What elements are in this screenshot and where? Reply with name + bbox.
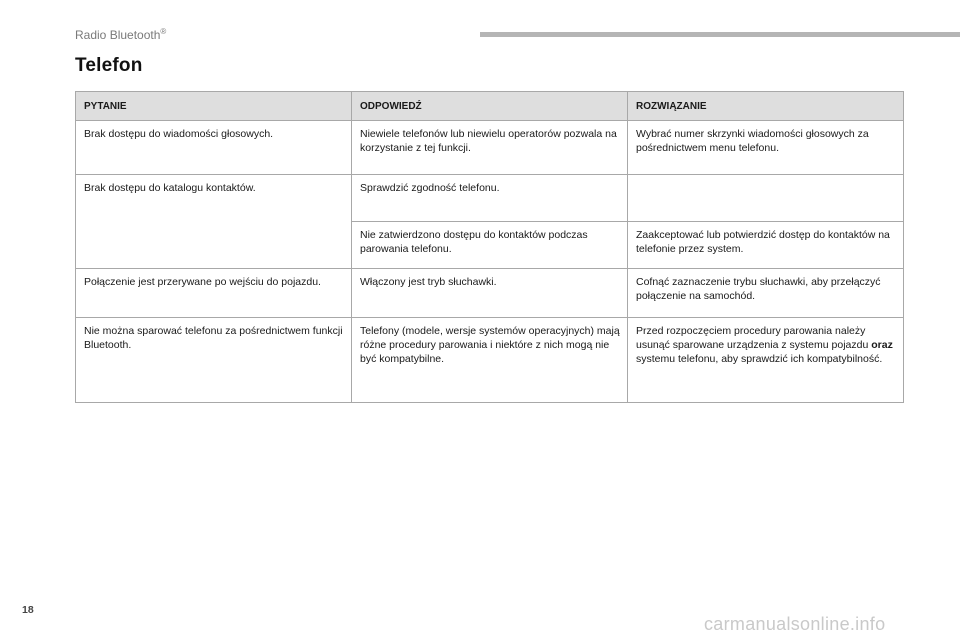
solution-text-post: systemu telefonu, aby sprawdzić ich kompatybilność. — [636, 353, 883, 365]
solution-cell-empty — [628, 175, 904, 222]
registered-mark: ® — [160, 27, 167, 36]
table-row — [76, 269, 904, 318]
solution-text-bold: oraz — [871, 339, 893, 351]
table-header-row — [76, 92, 904, 121]
solution-cell: Cofnąć zaznaczenie trybu słuchawki, aby przełączyć połączenie na samochód. — [628, 269, 904, 318]
running-head — [75, 27, 166, 42]
answer-cell: Włączony jest tryb słuchawki. — [352, 269, 628, 318]
solution-text-pre: Przed rozpoczęciem procedury parowania należy usunąć sparowane urządzenia z systemu pojazdu — [636, 325, 872, 351]
page-title: Telefon — [75, 55, 143, 76]
running-head-text: Radio Bluetooth — [75, 28, 161, 42]
table-row — [76, 175, 904, 222]
answer-cell: Niewiele telefonów lub niewielu operatorów pozwala na korzystanie z tej funkcji. — [352, 121, 628, 175]
watermark: carmanualsonline.info — [704, 614, 886, 634]
page-number: 18 — [22, 604, 34, 616]
faq-table — [75, 91, 904, 403]
solution-cell: Wybrać numer skrzynki wiadomości głosowych za pośrednictwem menu telefonu. — [628, 121, 904, 175]
solution-cell — [628, 318, 904, 403]
answer-cell: Telefony (modele, wersje systemów operacyjnych) mają różne procedury parowania i niektóre z nich mogą nie być kompatybilne. — [352, 318, 628, 403]
question-cell: Połączenie jest przerywane po wejściu do pojazdu. — [76, 269, 352, 318]
table-row — [76, 121, 904, 175]
column-header-answer: ODPOWIEDŹ — [352, 92, 628, 121]
header-rule — [480, 32, 960, 37]
table-row — [76, 318, 904, 403]
question-cell: Nie można sparować telefonu za pośrednictwem funkcji Bluetooth. — [76, 318, 352, 403]
column-header-solution: ROZWIĄZANIE — [628, 92, 904, 121]
question-cell: Brak dostępu do katalogu kontaktów. — [76, 175, 352, 269]
question-cell: Brak dostępu do wiadomości głosowych. — [76, 121, 352, 175]
solution-cell: Zaakceptować lub potwierdzić dostęp do kontaktów na telefonie przez system. — [628, 222, 904, 269]
answer-cell: Sprawdzić zgodność telefonu. — [352, 175, 628, 222]
column-header-question: PYTANIE — [76, 92, 352, 121]
answer-cell: Nie zatwierdzono dostępu do kontaktów podczas parowania telefonu. — [352, 222, 628, 269]
